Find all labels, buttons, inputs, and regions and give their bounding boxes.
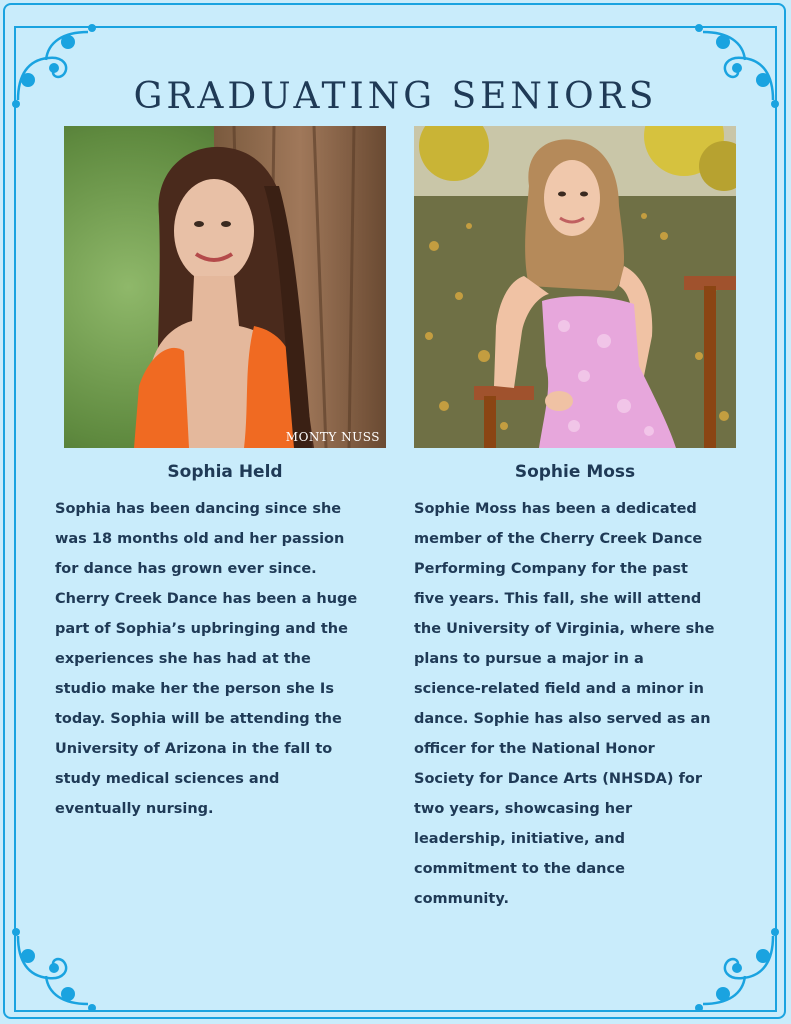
bio-line: Society for Dance Arts (NHSDA) for <box>414 771 703 787</box>
bio-line: study medical sciences and <box>55 771 280 787</box>
senior-name: Sophia Held <box>167 462 283 482</box>
page-title: GRADUATING SENIORS <box>133 76 658 118</box>
bio-line: was 18 months old and her passion <box>55 531 345 547</box>
bio-line: for dance has grown ever since. <box>55 561 317 577</box>
bio-line: Cherry Creek Dance has been a huge <box>55 591 358 607</box>
bio-line: officer for the National Honor <box>414 741 655 757</box>
bio-line: member of the Cherry Creek Dance <box>414 531 703 547</box>
senior-photo-sophia-held <box>64 126 386 448</box>
bio-line: the University of Virginia, where she <box>414 621 715 637</box>
corner-flourish-icon <box>693 926 783 1016</box>
bio-line: eventually nursing. <box>55 801 214 817</box>
bio-line: science-related field and a minor in <box>414 681 704 697</box>
bio-line: plans to pursue a major in a <box>414 651 644 667</box>
bio-line: five years. This fall, she will attend <box>414 591 702 607</box>
senior-photo-sophie-moss <box>414 126 736 448</box>
bio-line: commitment to the dance <box>414 861 625 877</box>
bio-line: leadership, initiative, and <box>414 831 625 847</box>
bio-line: studio make her the person she Is <box>55 681 334 697</box>
bio-line: Performing Company for the past <box>414 561 688 577</box>
photo-credit: MONTY NUSS <box>285 430 380 444</box>
bio-line: University of Arizona in the fall to <box>55 741 333 757</box>
senior-name: Sophie Moss <box>514 462 636 482</box>
bio-line: experiences she has had at the <box>55 651 311 667</box>
bio-line: part of Sophia’s upbringing and the <box>55 621 348 637</box>
senior-bio <box>414 494 744 914</box>
corner-flourish-icon <box>8 926 98 1016</box>
senior-bio <box>55 494 385 824</box>
bio-line: today. Sophia will be attending the <box>55 711 342 727</box>
bio-line: Sophia has been dancing since she <box>55 501 342 517</box>
bio-line: two years, showcasing her <box>414 801 633 817</box>
bio-line: Sophie Moss has been a dedicated <box>414 501 697 517</box>
bio-line: dance. Sophie has also served as an <box>414 711 711 727</box>
bio-line: community. <box>414 891 509 907</box>
